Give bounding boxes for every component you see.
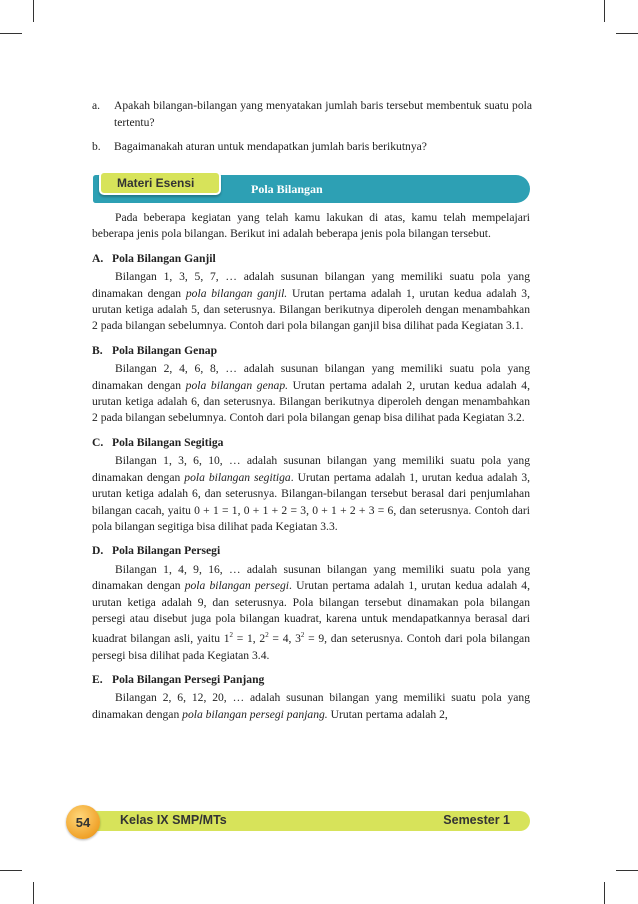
intro-paragraph: Pada beberapa kegiatan yang telah kamu lakukan di atas, kamu telah mempelajari beberapa jenis pola bilangan. Berikut ini adalah beberapa jenis pola bilangan tersebut.	[92, 211, 530, 241]
paragraph-text: Bilangan 2, 6, 12, 20, … adalah susunan bilangan yang memiliki suatu pola yang dinamakan dengan	[92, 691, 530, 721]
paragraph-text: Bilangan 2, 4, 6, 8, … adalah susunan bilangan yang memiliki suatu pola yang dinamakan dengan	[92, 362, 530, 392]
section-title: Pola Bilangan Persegi Panjang	[112, 673, 265, 687]
math-base: 3	[295, 632, 301, 646]
section-paragraph-c	[92, 453, 530, 535]
paragraph-text: Bilangan 1, 4, 9, 16, … adalah susunan bilangan yang memiliki suatu pola yang dinamakan dengan	[92, 562, 530, 593]
paragraph-text: . Urutan pertama adalah 1, urutan kedua adalah 3, urutan ketiga adalah 6, dan seterusnya. Bilangan-bilangan tersebut berasal dari penjumlahan bilangan cacah, yaitu 0 + 1 = 1, 0 + 1 + 2 = 3, 0 + 1 + 2 + 3 = 6, dan seterusnya. Contoh dari pola bilangan segitiga bisa dilihat pada Kegiatan 3.3.	[92, 470, 531, 533]
crop-mark	[0, 870, 22, 871]
footer-class-label: Kelas IX SMP/MTs	[120, 813, 227, 827]
math-result: = 1,	[233, 632, 260, 646]
section-title: Pola Bilangan Genap	[112, 343, 218, 357]
banner-tab: Materi Esensi	[99, 171, 221, 195]
section-letter: D.	[92, 544, 104, 558]
term: pola bilangan persegi	[184, 579, 289, 593]
crop-mark	[604, 882, 605, 904]
paragraph-text: . Urutan pertama adalah 1, urutan kedua adalah 4, urutan ketiga adalah 9, dan seterusnya. Pola bilangan tersebut dinamakan pola bilangan persegi atau disebut juga pola bilangan kuadrat, karena untuk mendapatkannya berasal dari kuadrat bilangan asli, yaitu	[92, 579, 530, 646]
question-label: b.	[92, 140, 101, 153]
banner-title: Pola Bilangan	[251, 182, 323, 196]
crop-mark	[0, 33, 22, 34]
question-a	[92, 97, 532, 131]
math-exponent: 2	[265, 631, 269, 640]
question-text: Bagaimanakah aturan untuk mendapatkan jumlah baris berikutnya?	[114, 140, 427, 153]
term: pola bilangan persegi panjang.	[182, 707, 328, 721]
section-letter: A.	[92, 251, 104, 265]
footer-semester-label: Semester 1	[443, 813, 510, 827]
math-expression	[224, 632, 331, 645]
question-b	[92, 138, 532, 155]
section-heading-e	[92, 672, 530, 688]
section-letter: E.	[92, 673, 103, 687]
section-paragraph-a	[92, 269, 530, 335]
section-paragraph-d	[92, 562, 530, 664]
section-heading-a	[92, 251, 530, 267]
crop-mark	[33, 0, 34, 22]
section-title: Pola Bilangan Persegi	[112, 544, 221, 558]
math-result: = 9,	[304, 632, 331, 646]
section-banner	[93, 171, 530, 206]
question-label: a.	[92, 99, 101, 112]
paragraph-text: Urutan pertama adalah 2, urutan kedua adalah 4, urutan ketiga adalah 6, dan seterusnya. Bilangan berikutnya diperoleh dengan menambahkan 2 pada bilangan sebelumnya. Contoh dari pola bilangan genap bisa dilihat pada Kegiatan 3.2.	[92, 378, 530, 425]
term: pola bilangan genap.	[185, 378, 289, 392]
section-heading-d	[92, 543, 530, 559]
math-base: 1	[223, 632, 230, 646]
section-paragraph-e	[92, 690, 530, 723]
math-result: = 4,	[268, 632, 296, 646]
paragraph-text: dan seterusnya. Contoh dari pola bilangan persegi bisa dilihat pada Kegiatan 3.4.	[92, 632, 530, 662]
paragraph-text: Bilangan 1, 3, 6, 10, … adalah susunan bilangan yang memiliki suatu pola yang dinamakan dengan	[92, 454, 530, 484]
section-letter: B.	[92, 343, 103, 357]
math-exponent: 2	[300, 631, 305, 640]
section-letter: C.	[92, 435, 104, 449]
question-text: Apakah bilangan-bilangan yang menyatakan jumlah baris tersebut membentuk suatu pola tertentu?	[114, 99, 532, 129]
paragraph-text: Urutan pertama adalah 2,	[327, 707, 448, 721]
crop-mark	[604, 0, 605, 22]
section-heading-b	[92, 343, 530, 359]
paragraph-text: Urutan pertama adalah 1, urutan kedua adalah 3, urutan ketiga adalah 5, dan seterusnya. Bilangan berikutnya diperoleh dengan menambahkan 2 pada bilangan sebelumnya. Contoh dari pola bilangan ganjil bisa dilihat pada Kegiatan 3.1.	[92, 286, 530, 333]
page-number: 54	[66, 805, 100, 839]
math-base: 2	[259, 632, 266, 646]
crop-mark	[33, 882, 34, 904]
main-content	[92, 206, 530, 723]
paragraph-text: Bilangan 1, 3, 5, 7, … adalah susunan bilangan yang memiliki suatu pola yang dinamakan dengan	[92, 270, 530, 300]
section-heading-c	[92, 435, 530, 451]
page-footer	[66, 805, 532, 835]
section-paragraph-b	[92, 361, 530, 427]
math-exponent: 2	[229, 631, 234, 640]
crop-mark	[616, 870, 638, 871]
term: pola bilangan segitiga	[184, 470, 291, 484]
section-title: Pola Bilangan Ganjil	[112, 251, 216, 265]
crop-mark	[616, 33, 638, 34]
section-title: Pola Bilangan Segitiga	[112, 435, 224, 449]
term: pola bilangan ganjil.	[185, 286, 288, 300]
